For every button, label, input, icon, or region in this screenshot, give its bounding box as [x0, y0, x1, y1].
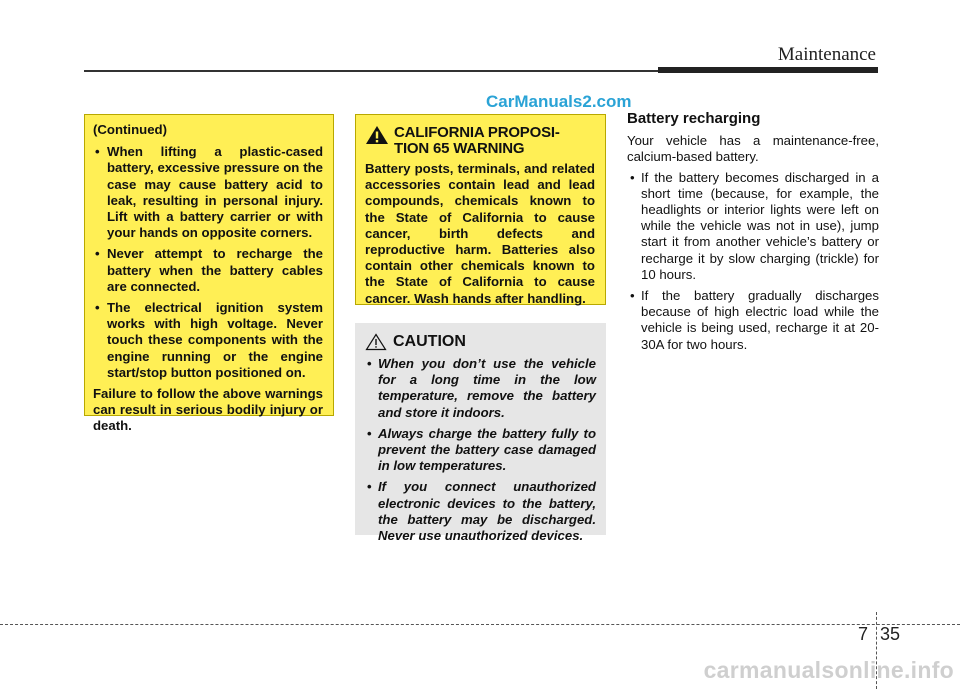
section-intro: Your vehicle has a maintenance-free, calcium-based battery.	[627, 133, 879, 165]
california-warning-header	[365, 125, 595, 157]
header-rule-accent	[658, 67, 878, 73]
caution-triangle-icon	[365, 333, 387, 351]
recharging-list	[627, 170, 879, 353]
caution-item: • If you connect unauthorized electronic devices to the battery, the battery may be discharged. Never use unauthorized devices.	[365, 479, 596, 544]
caution-list	[365, 356, 596, 544]
california-warning-title	[394, 125, 560, 157]
watermark-top[interactable]: CarManuals2.com	[486, 92, 632, 111]
recharging-item: • If the battery becomes discharged in a short time (because, for example, the headlights or interior lights were left on while the vehicle was not in use), jump start it from another vehicle’s battery or recharge it by slow charging (trickle) for 10 hours.	[627, 170, 879, 283]
california-warning-title-line2: TION 65 WARNING	[394, 140, 525, 157]
header-title: Maintenance	[777, 44, 876, 65]
page-number: 35	[880, 624, 901, 644]
continued-label: (Continued)	[93, 122, 167, 137]
continued-warning-item: • Never attempt to recharge the battery when the battery cables are connected.	[93, 246, 323, 295]
caution-item: • When you don’t use the vehicle for a long time in the low temperature, remove the battery and store it indoors.	[365, 356, 596, 421]
continued-warning-box	[84, 114, 334, 434]
recharging-item: • If the battery gradually discharges because of high electric load while the vehicle is being used, recharge it at 20-30A for two hours.	[627, 288, 879, 353]
caution-header	[365, 333, 596, 351]
header-rule	[84, 70, 662, 72]
continued-warning-item: • The electrical ignition system works with high voltage. Never touch these components with the engine running or the engine start/stop button positioned on.	[93, 300, 323, 381]
continued-warning-list	[93, 144, 323, 381]
california-warning-body: Battery posts, terminals, and related accessories contain lead and lead compounds, chemicals known to the State of California to cause cancer, birth defects and reproductive harm. Batteries also contain other chemicals known to the State of California to cause cancer. Wash hands after handling.	[365, 161, 595, 306]
caution-title: CAUTION	[393, 332, 466, 350]
caution-item: • Always charge the battery fully to prevent the battery case damaged in low temperatures.	[365, 426, 596, 475]
battery-recharging-section	[627, 111, 879, 358]
california-warning-title-line1: CALIFORNIA PROPOSI-	[394, 124, 560, 141]
california-warning-box	[355, 114, 606, 305]
continued-warning-footer: Failure to follow the above warnings can result in serious bodily injury or death.	[93, 386, 323, 434]
section-title: Battery recharging	[627, 110, 761, 127]
caution-box	[355, 323, 606, 544]
watermark-bottom[interactable]: carmanualsonline.info	[703, 657, 954, 683]
continued-warning-item: • When lifting a plastic-cased battery, excessive pressure on the case may cause battery acid to leak, resulting in personal injury. Lift with a battery carrier or with your hands on opposite corners.	[93, 144, 323, 241]
warning-triangle-icon	[365, 125, 389, 145]
section-number: 7	[858, 624, 869, 644]
footer-rule	[0, 624, 960, 625]
